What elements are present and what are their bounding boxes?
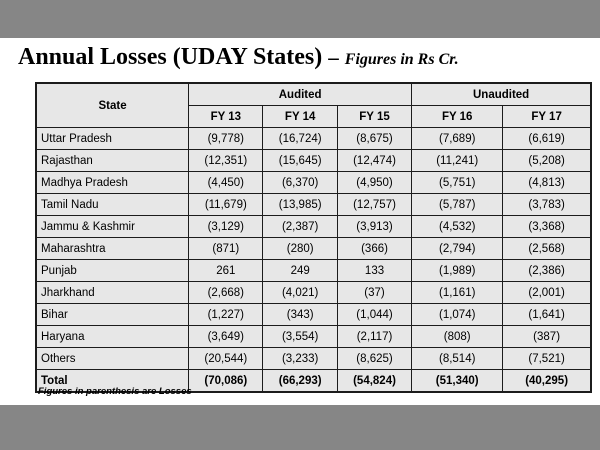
value-cell: (2,386)	[503, 260, 591, 282]
value-cell: (6,370)	[263, 172, 337, 194]
value-cell: (20,544)	[189, 348, 263, 370]
group-header-unaudited: Unaudited	[412, 83, 591, 106]
table-row	[36, 348, 591, 370]
value-cell: (871)	[189, 238, 263, 260]
state-cell: Jammu & Kashmir	[36, 216, 189, 238]
title-main: Annual Losses (UDAY States)	[18, 44, 323, 70]
value-cell: (8,514)	[412, 348, 503, 370]
value-cell: (3,649)	[189, 326, 263, 348]
bottom-gray-band	[0, 405, 600, 450]
value-cell: (1,989)	[412, 260, 503, 282]
value-cell: (3,913)	[337, 216, 411, 238]
value-cell: (343)	[263, 304, 337, 326]
value-cell: (11,241)	[412, 150, 503, 172]
value-cell: (3,233)	[263, 348, 337, 370]
value-cell: (6,619)	[503, 128, 591, 150]
value-cell: (9,778)	[189, 128, 263, 150]
value-cell: (5,787)	[412, 194, 503, 216]
value-cell: (4,450)	[189, 172, 263, 194]
value-cell: (2,387)	[263, 216, 337, 238]
value-cell: (7,521)	[503, 348, 591, 370]
value-cell: (12,351)	[189, 150, 263, 172]
value-cell: (387)	[503, 326, 591, 348]
value-cell: (40,295)	[503, 370, 591, 393]
col-header-fy13: FY 13	[189, 106, 263, 128]
value-cell: (66,293)	[263, 370, 337, 393]
value-cell: (4,532)	[412, 216, 503, 238]
col-header-state: State	[36, 83, 189, 128]
value-cell: (3,783)	[503, 194, 591, 216]
table-row	[36, 326, 591, 348]
value-cell: 133	[337, 260, 411, 282]
value-cell: (7,689)	[412, 128, 503, 150]
state-cell: Jharkhand	[36, 282, 189, 304]
value-cell: (366)	[337, 238, 411, 260]
value-cell: (16,724)	[263, 128, 337, 150]
annual-losses-table	[35, 82, 592, 393]
table-row	[36, 282, 591, 304]
value-cell: (2,117)	[337, 326, 411, 348]
value-cell: (70,086)	[189, 370, 263, 393]
value-cell: (4,950)	[337, 172, 411, 194]
table-row	[36, 216, 591, 238]
value-cell: (51,340)	[412, 370, 503, 393]
value-cell: (280)	[263, 238, 337, 260]
value-cell: (4,813)	[503, 172, 591, 194]
value-cell: 249	[263, 260, 337, 282]
value-cell: (13,985)	[263, 194, 337, 216]
col-header-fy14: FY 14	[263, 106, 337, 128]
col-header-fy15: FY 15	[337, 106, 411, 128]
table-row	[36, 128, 591, 150]
value-cell: (3,129)	[189, 216, 263, 238]
value-cell: (54,824)	[337, 370, 411, 393]
value-cell: (808)	[412, 326, 503, 348]
title-subtitle: Figures in Rs Cr.	[344, 51, 459, 68]
table-row	[36, 260, 591, 282]
top-gray-band	[0, 0, 600, 38]
value-cell: (2,794)	[412, 238, 503, 260]
table-row	[36, 172, 591, 194]
footnote: Figures in parenthesis are Losses	[38, 386, 192, 397]
table-row	[36, 150, 591, 172]
title-dash: –	[328, 45, 339, 69]
value-cell: (3,368)	[503, 216, 591, 238]
state-cell: Madhya Pradesh	[36, 172, 189, 194]
value-cell: (1,161)	[412, 282, 503, 304]
value-cell: (2,668)	[189, 282, 263, 304]
state-cell: Uttar Pradesh	[36, 128, 189, 150]
state-cell: Tamil Nadu	[36, 194, 189, 216]
value-cell: (5,208)	[503, 150, 591, 172]
value-cell: (12,474)	[337, 150, 411, 172]
value-cell: (37)	[337, 282, 411, 304]
state-cell: Total	[36, 370, 189, 393]
value-cell: 261	[189, 260, 263, 282]
value-cell: (12,757)	[337, 194, 411, 216]
state-cell: Haryana	[36, 326, 189, 348]
group-header-row	[36, 83, 591, 106]
value-cell: (11,679)	[189, 194, 263, 216]
value-cell: (4,021)	[263, 282, 337, 304]
state-cell: Rajasthan	[36, 150, 189, 172]
state-cell: Bihar	[36, 304, 189, 326]
state-cell: Maharashtra	[36, 238, 189, 260]
value-cell: (15,645)	[263, 150, 337, 172]
col-header-fy17: FY 17	[503, 106, 591, 128]
table-row	[36, 238, 591, 260]
page-title	[18, 44, 459, 73]
value-cell: (1,641)	[503, 304, 591, 326]
value-cell: (2,568)	[503, 238, 591, 260]
state-cell: Punjab	[36, 260, 189, 282]
value-cell: (5,751)	[412, 172, 503, 194]
table-row	[36, 194, 591, 216]
group-header-audited: Audited	[189, 83, 412, 106]
value-cell: (2,001)	[503, 282, 591, 304]
value-cell: (8,625)	[337, 348, 411, 370]
value-cell: (1,074)	[412, 304, 503, 326]
value-cell: (1,044)	[337, 304, 411, 326]
value-cell: (8,675)	[337, 128, 411, 150]
state-cell: Others	[36, 348, 189, 370]
value-cell: (1,227)	[189, 304, 263, 326]
value-cell: (3,554)	[263, 326, 337, 348]
table-row	[36, 304, 591, 326]
col-header-fy16: FY 16	[412, 106, 503, 128]
